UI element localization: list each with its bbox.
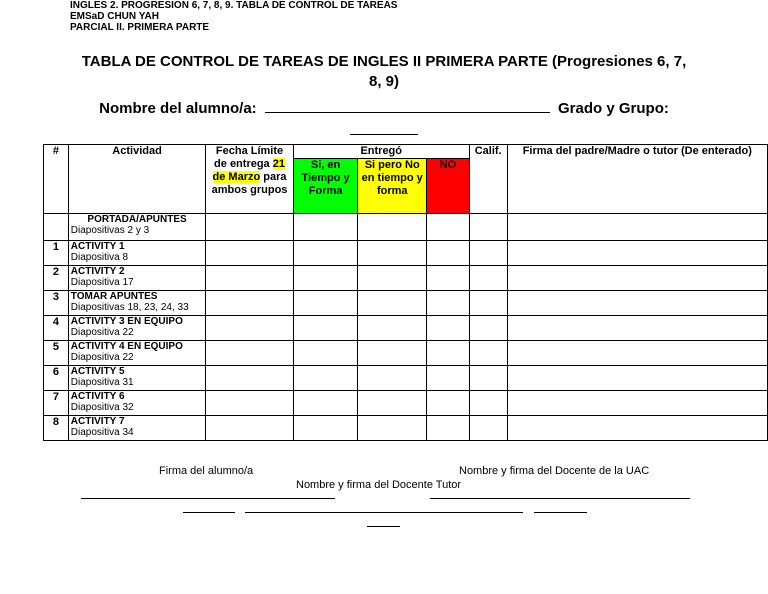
grade-cell[interactable] [469,291,507,316]
row-activity [68,391,206,416]
activity-slides: Diapositiva 22 [70,352,134,363]
ontime-cell[interactable] [293,266,358,291]
signature-cell[interactable] [507,391,767,416]
student-signature-label: Firma del alumno/a [159,465,254,477]
activity-name: PORTADA/APUNTES [87,214,187,225]
no-cell[interactable] [427,291,470,316]
ontime-cell[interactable] [293,316,358,341]
late-cell[interactable] [358,241,427,266]
row-activity [68,214,206,241]
signature-cell[interactable] [507,214,767,241]
deadline-cell[interactable] [206,214,293,241]
grade-group-label: Grado y Grupo: [558,100,669,117]
ontime-cell[interactable] [293,291,358,316]
activity-name: TOMAR APUNTES [70,291,158,302]
col-activity-header: Actividad [68,145,206,214]
signature-cell[interactable] [507,366,767,391]
signature-line-short-3[interactable] [367,526,400,527]
deadline-date: 21 de Marzo [212,158,285,183]
late-cell[interactable] [358,316,427,341]
no-cell[interactable] [427,416,470,441]
activity-name: ACTIVITY 1 [70,241,125,252]
row-number: 4 [44,316,69,341]
header-line-3: PARCIAL II. PRIMERA PARTE [70,22,210,33]
tutor-signature-label: Nombre y firma del Docente Tutor [296,479,462,491]
no-cell[interactable] [427,341,470,366]
activity-name: ACTIVITY 3 EN EQUIPO [70,316,183,327]
late-cell[interactable] [358,391,427,416]
activity-name: ACTIVITY 5 [70,366,125,377]
signature-cell[interactable] [507,291,767,316]
col-late-header: Si pero No en tiempo y forma [358,159,427,214]
deadline-cell[interactable] [206,416,293,441]
no-cell[interactable] [427,316,470,341]
row-number: 8 [44,416,69,441]
ontime-cell[interactable] [293,241,358,266]
deadline-cell[interactable] [206,241,293,266]
signature-cell[interactable] [507,316,767,341]
row-number [44,214,69,241]
late-cell[interactable] [358,291,427,316]
deadline-cell[interactable] [206,316,293,341]
row-activity [68,266,206,291]
no-cell[interactable] [427,266,470,291]
header-line-2: EMSaD CHUN YAH [70,11,159,22]
deadline-cell[interactable] [206,366,293,391]
activity-name: ACTIVITY 7 [70,416,125,427]
row-activity [68,241,206,266]
document-title [60,52,708,92]
activity-slides: Diapositiva 31 [70,377,134,388]
deadline-note: para ambos grupos [211,171,288,196]
row-activity [68,291,206,316]
signature-cell[interactable] [507,241,767,266]
no-cell[interactable] [427,214,470,241]
student-name-label: Nombre del alumno/a: [99,100,257,117]
late-cell[interactable] [358,214,427,241]
table-row [44,416,768,441]
grade-cell[interactable] [469,416,507,441]
teacher-signature-label: Nombre y firma del Docente de la UAC [459,465,650,477]
table-row [44,391,768,416]
row-number: 1 [44,241,69,266]
activity-name: ACTIVITY 4 EN EQUIPO [70,341,183,352]
header-line-1: INGLES 2. PROGRESION 6, 7, 8, 9. TABLA DE CONTROL DE TAREAS [70,0,398,11]
col-grade-header: Calif. [469,145,507,214]
task-control-table [43,144,768,441]
activity-slides: Diapositivas 2 y 3 [70,225,150,236]
table-row [44,291,768,316]
table-row [44,366,768,391]
tutor-signature-line[interactable] [245,512,523,513]
col-number-header: # [44,145,69,214]
ontime-cell[interactable] [293,366,358,391]
row-number: 5 [44,341,69,366]
teacher-signature-line[interactable] [430,498,690,499]
ontime-cell[interactable] [293,214,358,241]
row-activity [68,416,206,441]
signature-line-short-1[interactable] [183,512,235,513]
title-line-1: TABLA DE CONTROL DE TAREAS DE INGLES II PRIMERA PARTE (Progresiones 6, 7, [81,53,687,70]
late-cell[interactable] [358,416,427,441]
table-row [44,316,768,341]
table-row [44,266,768,291]
no-cell[interactable] [427,391,470,416]
table-row [44,214,768,241]
table-row [44,341,768,366]
student-name-blank[interactable] [265,98,550,113]
activity-slides: Diapositiva 22 [70,327,134,338]
deadline-label: Fecha Límite de entrega [214,145,284,170]
activity-slides: Diapositivas 18, 23, 24, 33 [70,302,189,313]
grade-cell[interactable] [469,391,507,416]
late-cell[interactable] [358,366,427,391]
document-header [70,0,397,33]
row-number: 7 [44,391,69,416]
activity-slides: Diapositiva 32 [70,402,134,413]
signature-cell[interactable] [507,416,767,441]
activity-name: ACTIVITY 2 [70,266,125,277]
activity-slides: Diapositiva 17 [70,277,134,288]
late-cell[interactable] [358,266,427,291]
grade-cell[interactable] [469,266,507,291]
student-signature-line[interactable] [81,498,335,499]
row-number: 3 [44,291,69,316]
grade-group-blank[interactable] [350,122,418,135]
ontime-cell[interactable] [293,416,358,441]
grade-cell[interactable] [469,214,507,241]
deadline-cell[interactable] [206,266,293,291]
signature-cell[interactable] [507,266,767,291]
signature-line-short-2[interactable] [534,512,587,513]
deadline-cell[interactable] [206,341,293,366]
row-number: 2 [44,266,69,291]
col-no-header: NO [427,159,470,214]
table-row [44,241,768,266]
activity-slides: Diapositiva 34 [70,427,134,438]
no-cell[interactable] [427,241,470,266]
col-signature-header: Firma del padre/Madre o tutor (De enterado) [507,145,767,214]
row-number: 6 [44,366,69,391]
col-deadline-header [206,145,293,214]
student-info [60,98,708,142]
activity-slides: Diapositiva 8 [70,252,129,263]
activity-name: ACTIVITY 6 [70,391,125,402]
grade-cell[interactable] [469,366,507,391]
no-cell[interactable] [427,366,470,391]
ontime-cell[interactable] [293,391,358,416]
grade-cell[interactable] [469,316,507,341]
deadline-cell[interactable] [206,391,293,416]
col-ontime-header: Si, en Tiempo y Forma [293,159,358,214]
row-activity [68,341,206,366]
late-cell[interactable] [358,341,427,366]
ontime-cell[interactable] [293,341,358,366]
grade-cell[interactable] [469,341,507,366]
row-activity [68,366,206,391]
signature-cell[interactable] [507,341,767,366]
title-line-2: 8, 9) [368,73,399,90]
col-delivered-header: Entregó [293,145,469,159]
grade-cell[interactable] [469,241,507,266]
deadline-cell[interactable] [206,291,293,316]
row-activity [68,316,206,341]
